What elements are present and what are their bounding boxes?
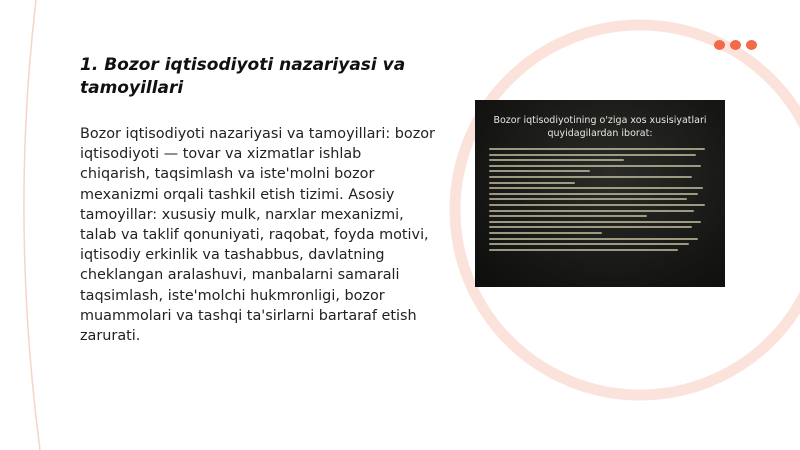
slide-body-text: Bozor iqtisodiyoti nazariyasi va tamoyillari: bozor iqtisodiyoti — tovar va xizmatlar ishlab chiqarish, taqsimlash va iste'molni bozor mexanizmi orqali tashkil etish tizimi. Asosiy tamoyillar: xususiy mulk, narxlar mexanizmi, talab va taklif qonuniyati, raqobat, foyda motivi, iqtisodiy erkinlik va tashabbus, davlatning cheklangan aralashuvi, manbalarni samarali taqsimlash, iste'molchi hukmronligi, bozor muammolari va tashqi ta'sirlarni bartaraf etish zarurati. [80, 126, 435, 345]
dot-icon [746, 40, 757, 50]
slide-title: 1. Bozor iqtisodiyoti nazariyasi va tamoyillari [80, 55, 406, 98]
dot-icon [714, 40, 725, 50]
decorative-dots [714, 40, 757, 50]
embedded-slide-image [475, 100, 725, 287]
image-text-lines [489, 148, 714, 254]
dot-icon [730, 40, 741, 50]
image-title: Bozor iqtisodiyotining o'ziga xos xusisiyatlari quyidagilardan iborat: [493, 115, 707, 139]
